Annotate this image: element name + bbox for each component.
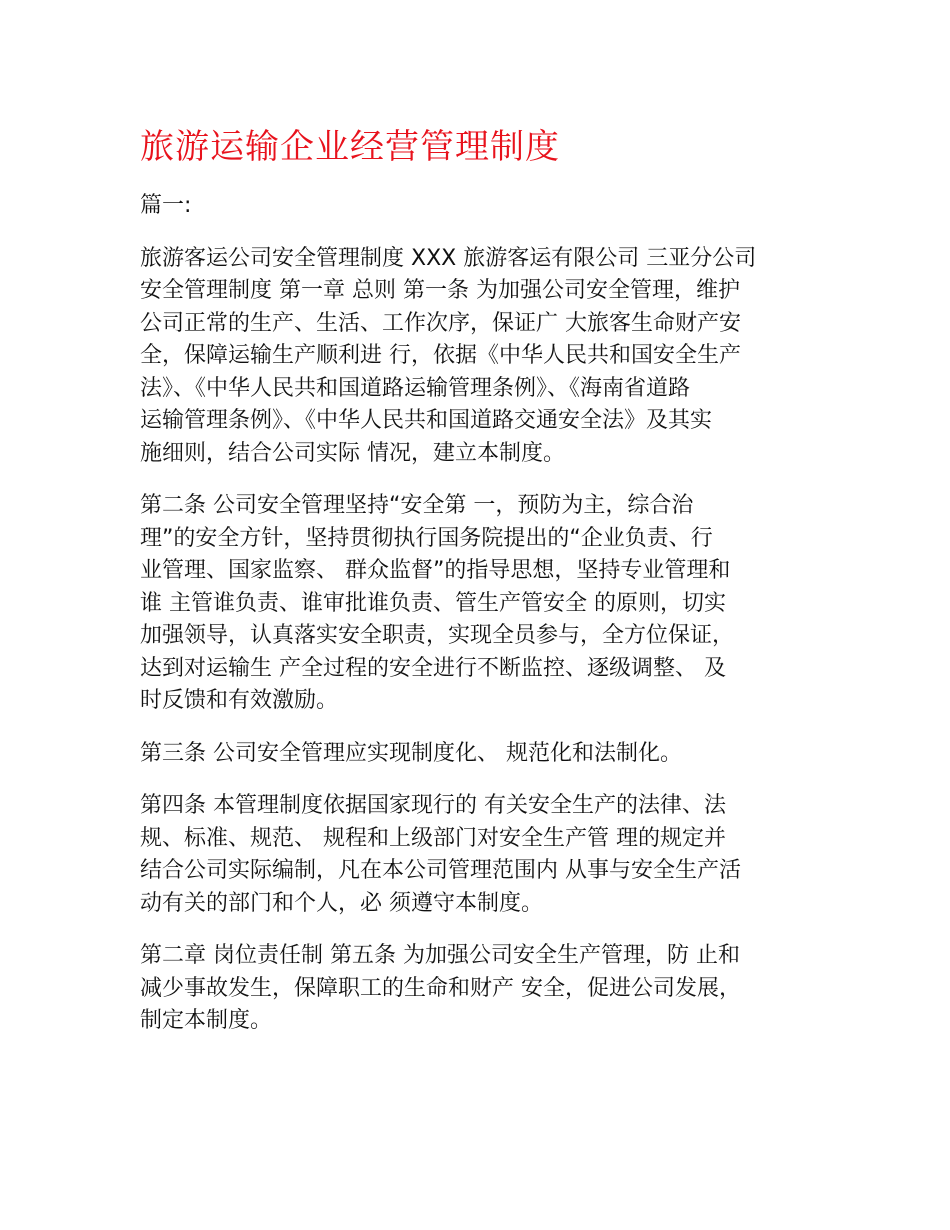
paragraph-line: 时反馈和有效激励。 <box>140 688 339 713</box>
paragraph-line: 全，保障运输生产顺利进 行，依据《中华人民共和国安全生产 <box>140 343 741 368</box>
document-body <box>140 190 820 1058</box>
paragraph-line: 减少事故发生，保障职工的生命和财产 安全，促进公司发展， <box>140 975 741 1001</box>
paragraph-line: 第二条 公司安全管理坚持“安全第 一，预防为主，综合治 <box>140 493 694 518</box>
paragraph-line: 运输管理条例》、《中华人民共和国道路交通安全法》及其实 <box>140 408 713 433</box>
section-label <box>140 190 820 223</box>
paragraph-line: 理”的安全方针，坚持贯彻执行国务院提出的“企业负责、行 <box>140 525 713 551</box>
paragraph-line: 达到对运输生 产全过程的安全进行不断监控、逐级调整、 及 <box>140 655 726 681</box>
paragraph-line: 公司正常的生产、生活、工作次序，保证广 大旅客生命财产安 <box>140 310 741 336</box>
paragraph-line: 结合公司实际编制，凡在本公司管理范围内 从事与安全生产活 <box>140 858 741 883</box>
paragraph-line: 法》、《中华人民共和国道路运输管理条例》、《海南省道路 <box>140 375 691 401</box>
paragraph-2 <box>140 490 820 718</box>
paragraph-line: 谁 主管谁负责、谁审批谁负责、管生产管安全 的原则，切实 <box>140 590 726 616</box>
paragraph-line: 第四条 本管理制度依据国家现行的 有关安全生产的法律、法 <box>140 793 726 818</box>
paragraph-1 <box>140 243 820 471</box>
paragraph-line: 业管理、国家监察、 群众监督”的指导思想，坚持专业管理和 <box>140 558 731 583</box>
paragraph-line: 规、标准、规范、 规程和上级部门对安全生产管 理的规定并 <box>140 825 726 851</box>
paragraph-line: 安全管理制度 第一章 总则 第一条 为加强公司安全管理，维护 <box>140 278 740 303</box>
paragraph-3 <box>140 738 820 771</box>
paragraph-line: 施细则，结合公司实际 情况，建立本制度。 <box>140 440 565 466</box>
paragraph-line: 旅游客运公司安全管理制度 XXX 旅游客运有限公司 三亚分公司 <box>140 245 757 271</box>
document-title: 旅游运输企业经营管理制度 <box>140 127 560 167</box>
paragraph-5 <box>140 940 820 1038</box>
section-label-text: 篇一: <box>140 193 192 218</box>
paragraph-line: 动有关的部门和个人，必 须遵守本制度。 <box>140 890 543 916</box>
paragraph-line: 第三条 公司安全管理应实现制度化、 规范化和法制化。 <box>140 740 682 766</box>
paragraph-line: 第二章 岗位责任制 第五条 为加强公司安全生产管理，防 止和 <box>140 943 740 968</box>
paragraph-line: 加强领导，认真落实安全职责，实现全员参与，全方位保证， <box>140 623 735 648</box>
paragraph-line: 制定本制度。 <box>140 1008 273 1033</box>
paragraph-4 <box>140 790 820 920</box>
